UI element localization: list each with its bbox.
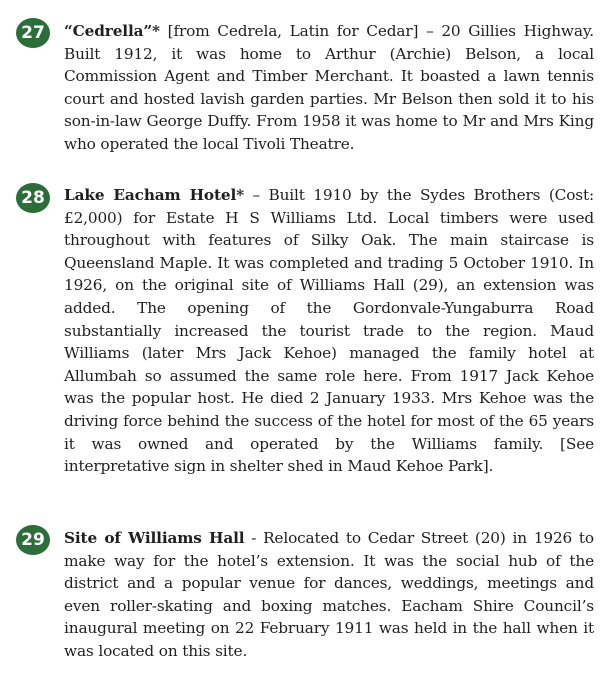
entry-text-block [64,20,594,156]
entry-description: – Built 1910 by the Sydes Brothers (Cost: £2,000) for Estate H S Williams Ltd. Local timbers were used throughout with features of Silky Oak. The main staircase is Queensland Maple. It was completed and trading 5 October 1910. In 1926, on the original site of Williams Hall (29), an extension was added. The opening of the Gordonvale-Yungaburra Road substantially increased the tourist trade to the region. Maud Williams (later Mrs Jack Kehoe) managed the family hotel at Allumbah so assumed the same role here. From 1917 Jack Kehoe was the popular host. He died 2 January 1933. Mrs Kehoe was the driving force behind the success of the hotel for most of the 65 years it was owned and operated by the Williams family. [See interpretative sign in shelter shed in Maud Kehoe Park]. [64,186,594,476]
entry-description: [from Cedrela, Latin for Cedar] – 20 Gillies Highway. Built 1912, it was home to Arthur (Archie) Belson, a local Commission Agent and Timber Merchant. It boasted a lawn tennis court and hosted lavish garden parties. Mr Belson then sold it to his son-in-law George Duffy. From 1958 it was home to Mr and Mrs King who operated the local Tivoli Theatre. [64,22,594,153]
entry-description: - Relocated to Cedar Street (20) in 1926 to make way for the hotel’s extension. It was the social hub of the district and a popular venue for dances, weddings, meetings and even roller-skating and boxing matches. Eacham Shire Council’s inaugural meeting on 22 February 1911 was held in the hall when it was located on this site. [64,529,594,660]
entry-title: “Cedrella”* [64,22,160,40]
entry-text-block [64,184,594,478]
entry-title: Lake Eacham Hotel* [64,186,244,204]
entry-number-badge: 28 [16,183,50,213]
entry-title: Site of Williams Hall [64,529,245,547]
entry-text-block [64,527,594,663]
entry-number-badge: 29 [16,525,50,555]
entry-number-badge: 27 [16,18,50,48]
